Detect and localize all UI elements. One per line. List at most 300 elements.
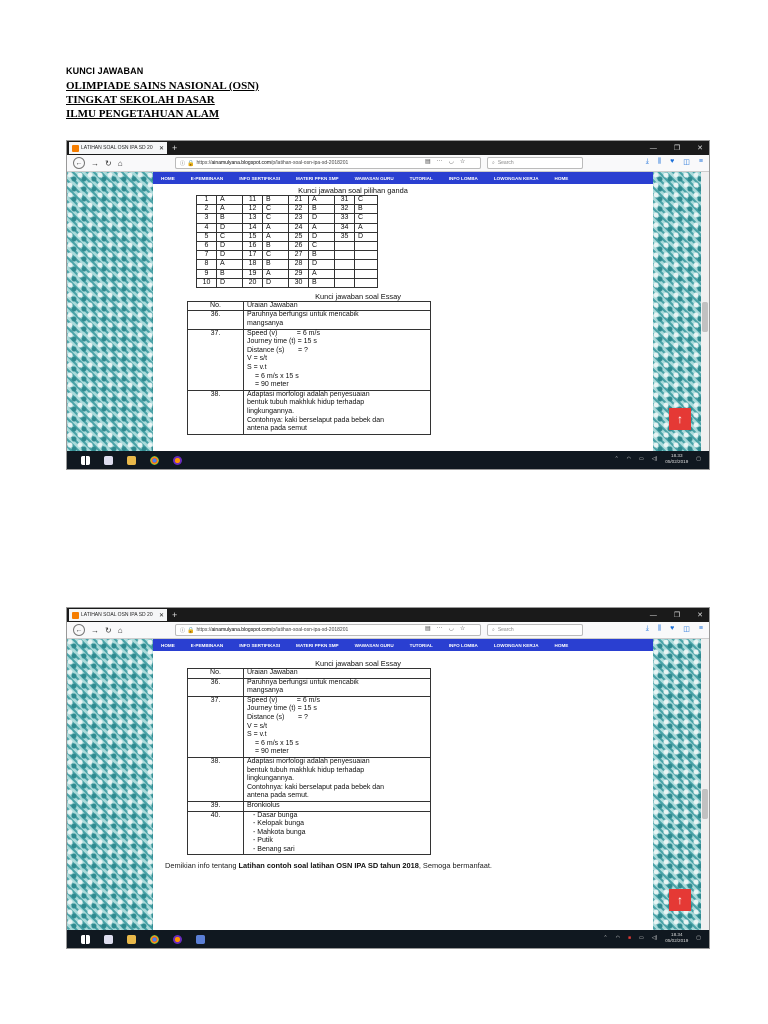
table-row (197, 205, 378, 214)
doc-title-line-3: ILMU PENGETAHUAN ALAM (66, 108, 220, 120)
windows-start-icon[interactable] (81, 456, 90, 465)
answer-line: Adaptasi morfologi adalah penyesuaian (247, 390, 370, 398)
table-cell: D (263, 278, 289, 287)
clock-time: 18.33 (671, 453, 683, 458)
scrollbar[interactable] (701, 172, 709, 453)
essay-no-38: 38. (188, 390, 244, 434)
battery-icon[interactable]: ▭ (639, 935, 644, 941)
system-tray (603, 932, 701, 944)
essay-no-36: 36. (188, 311, 244, 329)
windows-taskbar (67, 451, 709, 469)
essay-head-answer: Uraian Jawaban (244, 669, 431, 679)
table-cell: A (263, 223, 289, 232)
menu-item-lowongan-kerja[interactable]: LOWONGAN KERJA (493, 175, 539, 181)
table-cell: C (263, 251, 289, 260)
table-cell: B (309, 205, 335, 214)
forward-icon[interactable]: → (91, 625, 99, 635)
close-window-icon[interactable]: ✕ (697, 612, 703, 619)
browser-tabbar (67, 608, 709, 622)
close-icon[interactable]: ✕ (158, 145, 164, 152)
table-cell: D (355, 232, 378, 241)
system-tray (614, 453, 701, 465)
table-cell: D (217, 251, 243, 260)
clock-date: 05/02/2019 (665, 459, 689, 464)
answer-line: - Kelopak bunga (253, 820, 304, 828)
table-cell: A (309, 223, 335, 232)
taskview-icon[interactable] (104, 456, 113, 465)
table-cell: 27 (289, 251, 309, 260)
answer-line: lingkungannya. (247, 408, 295, 415)
table-cell (335, 278, 355, 287)
mc-caption: Kunci jawaban soal pilihan ganda (298, 186, 408, 195)
table-cell: 4 (197, 223, 217, 232)
table-cell: D (217, 223, 243, 232)
library-icon[interactable]: ⫼ (657, 625, 662, 632)
closing-post: , Semoga bermanfaat. (418, 861, 492, 871)
minimize-icon[interactable]: — (649, 611, 657, 619)
table-cell: A (263, 269, 289, 278)
windows-taskbar (67, 930, 709, 948)
download-icon[interactable]: ⤓ (645, 158, 649, 165)
home-icon[interactable]: ⌂ (117, 625, 123, 635)
answer-line: - Mahkota bunga (253, 828, 306, 836)
menu-item-lowongan-kerja[interactable]: LOWONGAN KERJA (493, 642, 539, 648)
essay-caption: Kunci jawaban soal Essay (315, 291, 401, 301)
search-icon: ⌕ (492, 160, 495, 166)
closing-link[interactable]: Latihan contoh soal latihan OSN IPA SD tahun 2018 (238, 861, 419, 871)
reload-icon[interactable]: ↻ (105, 625, 112, 635)
page-viewport (67, 172, 709, 453)
table-cell: 2 (197, 205, 217, 214)
bookmark-star-icon[interactable]: ☆ (459, 159, 466, 165)
table-row (188, 757, 431, 801)
menu-item-home-2[interactable]: HOME (554, 642, 569, 648)
answer-line: Speed (v) = 6 m/s (247, 329, 320, 337)
chrome-icon[interactable] (150, 935, 159, 944)
doc-label: KUNCI JAWABAN (66, 66, 144, 76)
table-cell: 28 (289, 260, 309, 269)
mc-answer-table (196, 195, 378, 288)
chrome-icon[interactable] (150, 456, 159, 465)
background-pattern-left (67, 639, 153, 932)
search-input[interactable] (487, 157, 583, 169)
bookmark-star-icon[interactable]: ☆ (459, 626, 466, 632)
table-cell (335, 241, 355, 250)
reader-icon[interactable]: ▤ (425, 159, 431, 165)
answer-line: Adaptasi morfologi adalah penyesuaian (247, 757, 370, 765)
wifi-icon[interactable]: ◠ (626, 456, 632, 462)
answer-line: Distance (s) = ? (247, 713, 308, 721)
table-cell (335, 251, 355, 260)
table-cell: B (309, 278, 335, 287)
table-row (188, 301, 431, 311)
table-cell: B (355, 205, 378, 214)
answer-line: S = v.t (247, 364, 267, 372)
table-cell (355, 260, 378, 269)
answer-line: Speed (v) = 6 m/s (247, 696, 320, 704)
answer-line: antena pada semut. (247, 792, 309, 800)
answer-line: Journey time (t) = 15 s (247, 338, 317, 346)
tab-title: LATIHAN SOAL OSN IPA SD 20 (81, 612, 153, 618)
menu-item-tutorial[interactable]: TUTORIAL (409, 642, 433, 648)
search-icon: ⌕ (492, 627, 495, 633)
answer-line: Contohnya: kaki berselaput pada bebek dan (247, 416, 384, 424)
blog-page (153, 172, 653, 453)
table-cell: A (309, 196, 335, 205)
table-cell: D (309, 232, 335, 241)
more-icon[interactable]: ··· (436, 625, 443, 631)
answer-line: - Benang sari (253, 845, 295, 853)
essay-no-36: 36. (188, 678, 244, 696)
answer-line: - Putik (253, 837, 273, 845)
pocket-icon[interactable]: ◡ (448, 626, 454, 632)
answer-line: mangsanya (247, 687, 284, 695)
table-cell: 31 (335, 196, 355, 205)
answer-line: bentuk tubuh makhluk hidup terhadap (247, 766, 365, 774)
page-actions (425, 625, 465, 632)
table-cell: C (263, 205, 289, 214)
browser-screenshot-2 (66, 607, 710, 949)
essay-head-no: No. (188, 669, 244, 679)
table-row (188, 801, 431, 811)
battery-icon[interactable]: ▭ (639, 456, 644, 462)
close-icon[interactable]: ✕ (158, 612, 164, 619)
menu-item-home[interactable]: HOME (161, 175, 175, 181)
table-row (197, 223, 378, 232)
answer-line: = 90 meter (255, 381, 289, 389)
answer-line: bentuk tubuh makhluk hidup terhadap (247, 399, 365, 407)
scrollbar-thumb[interactable] (702, 302, 708, 332)
table-cell: 22 (289, 205, 309, 214)
taskview-icon[interactable] (104, 935, 113, 944)
firefox-icon[interactable] (173, 456, 182, 465)
table-row (197, 269, 378, 278)
essay-head-answer: Uraian Jawaban (244, 301, 431, 311)
answer-line: = 90 meter (255, 748, 289, 756)
antivirus-icon[interactable]: ■ (627, 935, 632, 941)
menu-icon[interactable]: ≡ (698, 625, 703, 632)
table-cell: 8 (197, 260, 217, 269)
essay-no-39: 39. (188, 801, 244, 811)
table-cell (355, 251, 378, 260)
table-cell: 5 (197, 232, 217, 241)
table-cell: A (217, 205, 243, 214)
clock[interactable] (665, 932, 688, 944)
table-cell: B (263, 260, 289, 269)
answer-line: = 6 m/s x 15 s (255, 372, 299, 380)
volume-icon[interactable]: ◁) (651, 935, 658, 941)
table-cell: 15 (243, 232, 263, 241)
menu-item-home[interactable]: HOME (161, 642, 175, 648)
sidebar-icon[interactable]: ◫ (683, 159, 690, 166)
table-row (197, 241, 378, 250)
clock[interactable] (665, 453, 688, 465)
table-row (197, 278, 378, 287)
table-cell: 25 (289, 232, 309, 241)
essay-answer-38 (244, 757, 431, 801)
search-placeholder: Search (497, 627, 514, 633)
essay-answer-40 (244, 811, 431, 855)
minimize-icon[interactable]: — (649, 144, 657, 152)
table-cell: 26 (289, 241, 309, 250)
answer-line: mangsanya (247, 320, 284, 328)
table-cell: 16 (243, 241, 263, 250)
essay-no-37: 37. (188, 329, 244, 390)
new-tab-button[interactable]: + (172, 143, 178, 153)
answer-line: V = s/t (247, 722, 268, 730)
table-cell: A (355, 223, 378, 232)
essay-no-38: 38. (188, 757, 244, 801)
table-cell: A (217, 196, 243, 205)
essay-head-no: No. (188, 301, 244, 311)
answer-line: antena pada semut (247, 425, 307, 433)
menu-item-info-sertifikasi[interactable]: INFO SERTIFIKASI (239, 175, 281, 181)
table-cell (355, 278, 378, 287)
menu-item-materi-ppkn[interactable]: MATERI PPKN SMP (296, 175, 339, 181)
file-explorer-icon[interactable] (127, 935, 136, 944)
table-cell: D (309, 214, 335, 223)
answer-line: S = v.t (247, 731, 267, 739)
table-cell: C (355, 214, 378, 223)
browser-screenshot-1 (66, 140, 710, 470)
table-cell: 11 (243, 196, 263, 205)
table-cell (355, 241, 378, 250)
browser-tab[interactable] (69, 142, 167, 154)
reload-icon[interactable]: ↻ (105, 158, 112, 168)
browser-navbar (67, 622, 709, 639)
close-window-icon[interactable]: ✕ (697, 145, 703, 152)
table-cell: 10 (197, 278, 217, 287)
pocket-icon[interactable]: ◡ (448, 159, 454, 165)
table-cell: C (217, 232, 243, 241)
firefox-icon[interactable] (173, 935, 182, 944)
lock-icon: 🔒 (187, 627, 195, 634)
answer-line: Paruhnya berfungsi untuk mencabik (247, 678, 359, 686)
table-cell: C (263, 214, 289, 223)
table-cell: B (263, 196, 289, 205)
table-cell: A (217, 260, 243, 269)
table-cell: 17 (243, 251, 263, 260)
table-row (188, 696, 431, 757)
toolbar-icons (646, 625, 703, 633)
table-row (188, 329, 431, 390)
window-controls (650, 608, 703, 622)
table-cell: 33 (335, 214, 355, 223)
answer-line: Journey time (t) = 15 s (247, 705, 317, 713)
tab-title: LATIHAN SOAL OSN IPA SD 20 (81, 145, 153, 151)
table-cell: 13 (243, 214, 263, 223)
clock-time: 18.34 (671, 932, 683, 937)
back-to-top-button[interactable]: ↑ (669, 889, 691, 911)
restore-icon[interactable]: ❐ (673, 612, 681, 619)
table-cell (355, 269, 378, 278)
extension-icon[interactable]: ♥ (670, 625, 675, 632)
background-pattern-left (67, 172, 153, 453)
library-icon[interactable]: ⫼ (657, 158, 662, 165)
notifications-icon[interactable]: ▢ (696, 456, 701, 462)
table-cell: 20 (243, 278, 263, 287)
url-host: ainamulyana.blogspot.com (211, 160, 271, 166)
windows-start-icon[interactable] (81, 935, 90, 944)
answer-line: - Dasar bunga (253, 811, 298, 819)
menu-item-info-lomba[interactable]: INFO LOMBA (448, 642, 478, 648)
search-input[interactable] (487, 624, 583, 636)
page-actions (425, 158, 465, 165)
table-cell: 19 (243, 269, 263, 278)
browser-navbar (67, 155, 709, 172)
notifications-icon[interactable]: ▢ (696, 935, 701, 941)
blogger-icon (72, 145, 79, 152)
table-cell: 21 (289, 196, 309, 205)
closing-paragraph (165, 861, 653, 870)
info-icon: ⓘ (180, 160, 186, 167)
answer-line: V = s/t (247, 355, 268, 363)
reader-icon[interactable]: ▤ (425, 626, 431, 632)
table-cell: D (309, 260, 335, 269)
table-cell: 7 (197, 251, 217, 260)
scrollbar[interactable] (701, 639, 709, 932)
blog-menu (153, 172, 653, 184)
browser-tabbar (67, 141, 709, 155)
table-row (188, 311, 431, 329)
photos-icon[interactable] (196, 935, 205, 944)
table-cell: A (309, 269, 335, 278)
essay-answer-36 (244, 678, 431, 696)
essay-no-37: 37. (188, 696, 244, 757)
essay-answer-37 (244, 329, 431, 390)
essay-caption: Kunci jawaban soal Essay (315, 659, 401, 668)
table-cell: B (217, 214, 243, 223)
page-viewport (67, 639, 709, 932)
table-cell: 6 (197, 241, 217, 250)
menu-item-info-lomba[interactable]: INFO LOMBA (448, 175, 478, 181)
doc-title-line-1: OLIMPIADE SAINS NASIONAL (OSN) (66, 80, 259, 92)
table-row (197, 232, 378, 241)
table-row (188, 811, 431, 855)
menu-item-tutorial[interactable]: TUTORIAL (409, 175, 433, 181)
essay-answer-39: Bronkiolus (244, 801, 431, 811)
back-to-top-button[interactable]: ↑ (669, 408, 691, 430)
table-row (197, 196, 378, 205)
download-icon[interactable]: ⤓ (645, 625, 649, 632)
clock-date: 05/02/2019 (665, 938, 689, 943)
forward-icon[interactable]: → (91, 158, 99, 168)
blog-page (153, 639, 653, 932)
closing-pre: Demikian info tentang (165, 861, 239, 871)
essay-answer-37 (244, 696, 431, 757)
table-cell: C (309, 241, 335, 250)
table-row (188, 390, 431, 434)
scrollbar-thumb[interactable] (702, 789, 708, 819)
table-row (188, 669, 431, 679)
url-path: /p/latihan-soal-osn-ipa-sd-2018201 (271, 160, 349, 166)
blogger-icon (72, 612, 79, 619)
table-cell: 35 (335, 232, 355, 241)
more-icon[interactable]: ··· (436, 158, 443, 164)
tray-chevron-icon[interactable]: ⌃ (603, 935, 608, 941)
table-row (197, 251, 378, 260)
url-host: ainamulyana.blogspot.com (211, 627, 271, 633)
table-cell: 30 (289, 278, 309, 287)
answer-line: = 6 m/s x 15 s (255, 739, 299, 747)
document-header (66, 66, 259, 121)
new-tab-button[interactable]: + (172, 610, 178, 620)
essay-answer-table (187, 668, 431, 855)
toolbar-icons (646, 158, 703, 166)
table-cell: 24 (289, 223, 309, 232)
table-cell: B (309, 251, 335, 260)
table-cell: 18 (243, 260, 263, 269)
table-row (197, 214, 378, 223)
menu-item-info-sertifikasi[interactable]: INFO SERTIFIKASI (239, 642, 281, 648)
essay-answer-36 (244, 311, 431, 329)
extension-icon[interactable]: ♥ (670, 158, 675, 165)
search-placeholder: Search (497, 160, 514, 166)
tray-chevron-icon[interactable]: ⌃ (614, 456, 619, 462)
menu-item-e-pembinaan[interactable]: E-PEMBINAAN (190, 642, 224, 648)
window-controls (650, 141, 703, 155)
info-icon: ⓘ (180, 627, 186, 634)
table-cell: 23 (289, 214, 309, 223)
back-icon[interactable]: ← (73, 624, 85, 636)
menu-icon[interactable]: ≡ (698, 158, 703, 165)
table-cell: A (263, 232, 289, 241)
essay-answer-38 (244, 390, 431, 434)
answer-line: Contohnya: kaki berselaput pada bebek dan (247, 783, 384, 791)
url-path: /p/latihan-soal-osn-ipa-sd-2018201 (271, 627, 349, 633)
table-row (197, 260, 378, 269)
wifi-icon[interactable]: ◠ (615, 935, 620, 941)
table-cell: 32 (335, 205, 355, 214)
menu-item-materi-ppkn[interactable]: MATERI PPKN SMP (296, 642, 339, 648)
table-cell: 9 (197, 269, 217, 278)
table-cell: B (217, 269, 243, 278)
table-cell (335, 260, 355, 269)
url-scheme: https:// (196, 160, 212, 166)
table-cell: 14 (243, 223, 263, 232)
table-cell: B (263, 241, 289, 250)
url-scheme: https:// (196, 627, 212, 633)
file-explorer-icon[interactable] (127, 456, 136, 465)
essay-no-40: 40. (188, 811, 244, 855)
table-cell: 1 (197, 196, 217, 205)
menu-item-wawasan-guru[interactable]: WAWASAN GURU (354, 642, 394, 648)
doc-title-line-2: TINGKAT SEKOLAH DASAR (66, 94, 215, 106)
table-cell: 12 (243, 205, 263, 214)
answer-line: lingkungannya. (247, 775, 295, 783)
table-cell: D (217, 278, 243, 287)
answer-line: Distance (s) = ? (247, 346, 308, 354)
table-cell: 34 (335, 223, 355, 232)
sidebar-icon[interactable]: ◫ (683, 626, 690, 633)
volume-icon[interactable]: ◁) (651, 456, 658, 462)
lock-icon: 🔒 (187, 160, 195, 167)
table-cell (335, 269, 355, 278)
menu-item-wawasan-guru[interactable]: WAWASAN GURU (354, 175, 394, 181)
back-icon[interactable]: ← (73, 157, 85, 169)
table-cell: 3 (197, 214, 217, 223)
table-cell: D (217, 241, 243, 250)
restore-icon[interactable]: ❐ (673, 145, 681, 152)
table-row (188, 678, 431, 696)
home-icon[interactable]: ⌂ (117, 158, 123, 168)
table-cell: C (355, 196, 378, 205)
menu-item-home-2[interactable]: HOME (554, 175, 569, 181)
essay-answer-table (187, 301, 431, 435)
browser-tab[interactable] (69, 609, 167, 621)
blog-menu (153, 639, 653, 651)
menu-item-e-pembinaan[interactable]: E-PEMBINAAN (190, 175, 224, 181)
